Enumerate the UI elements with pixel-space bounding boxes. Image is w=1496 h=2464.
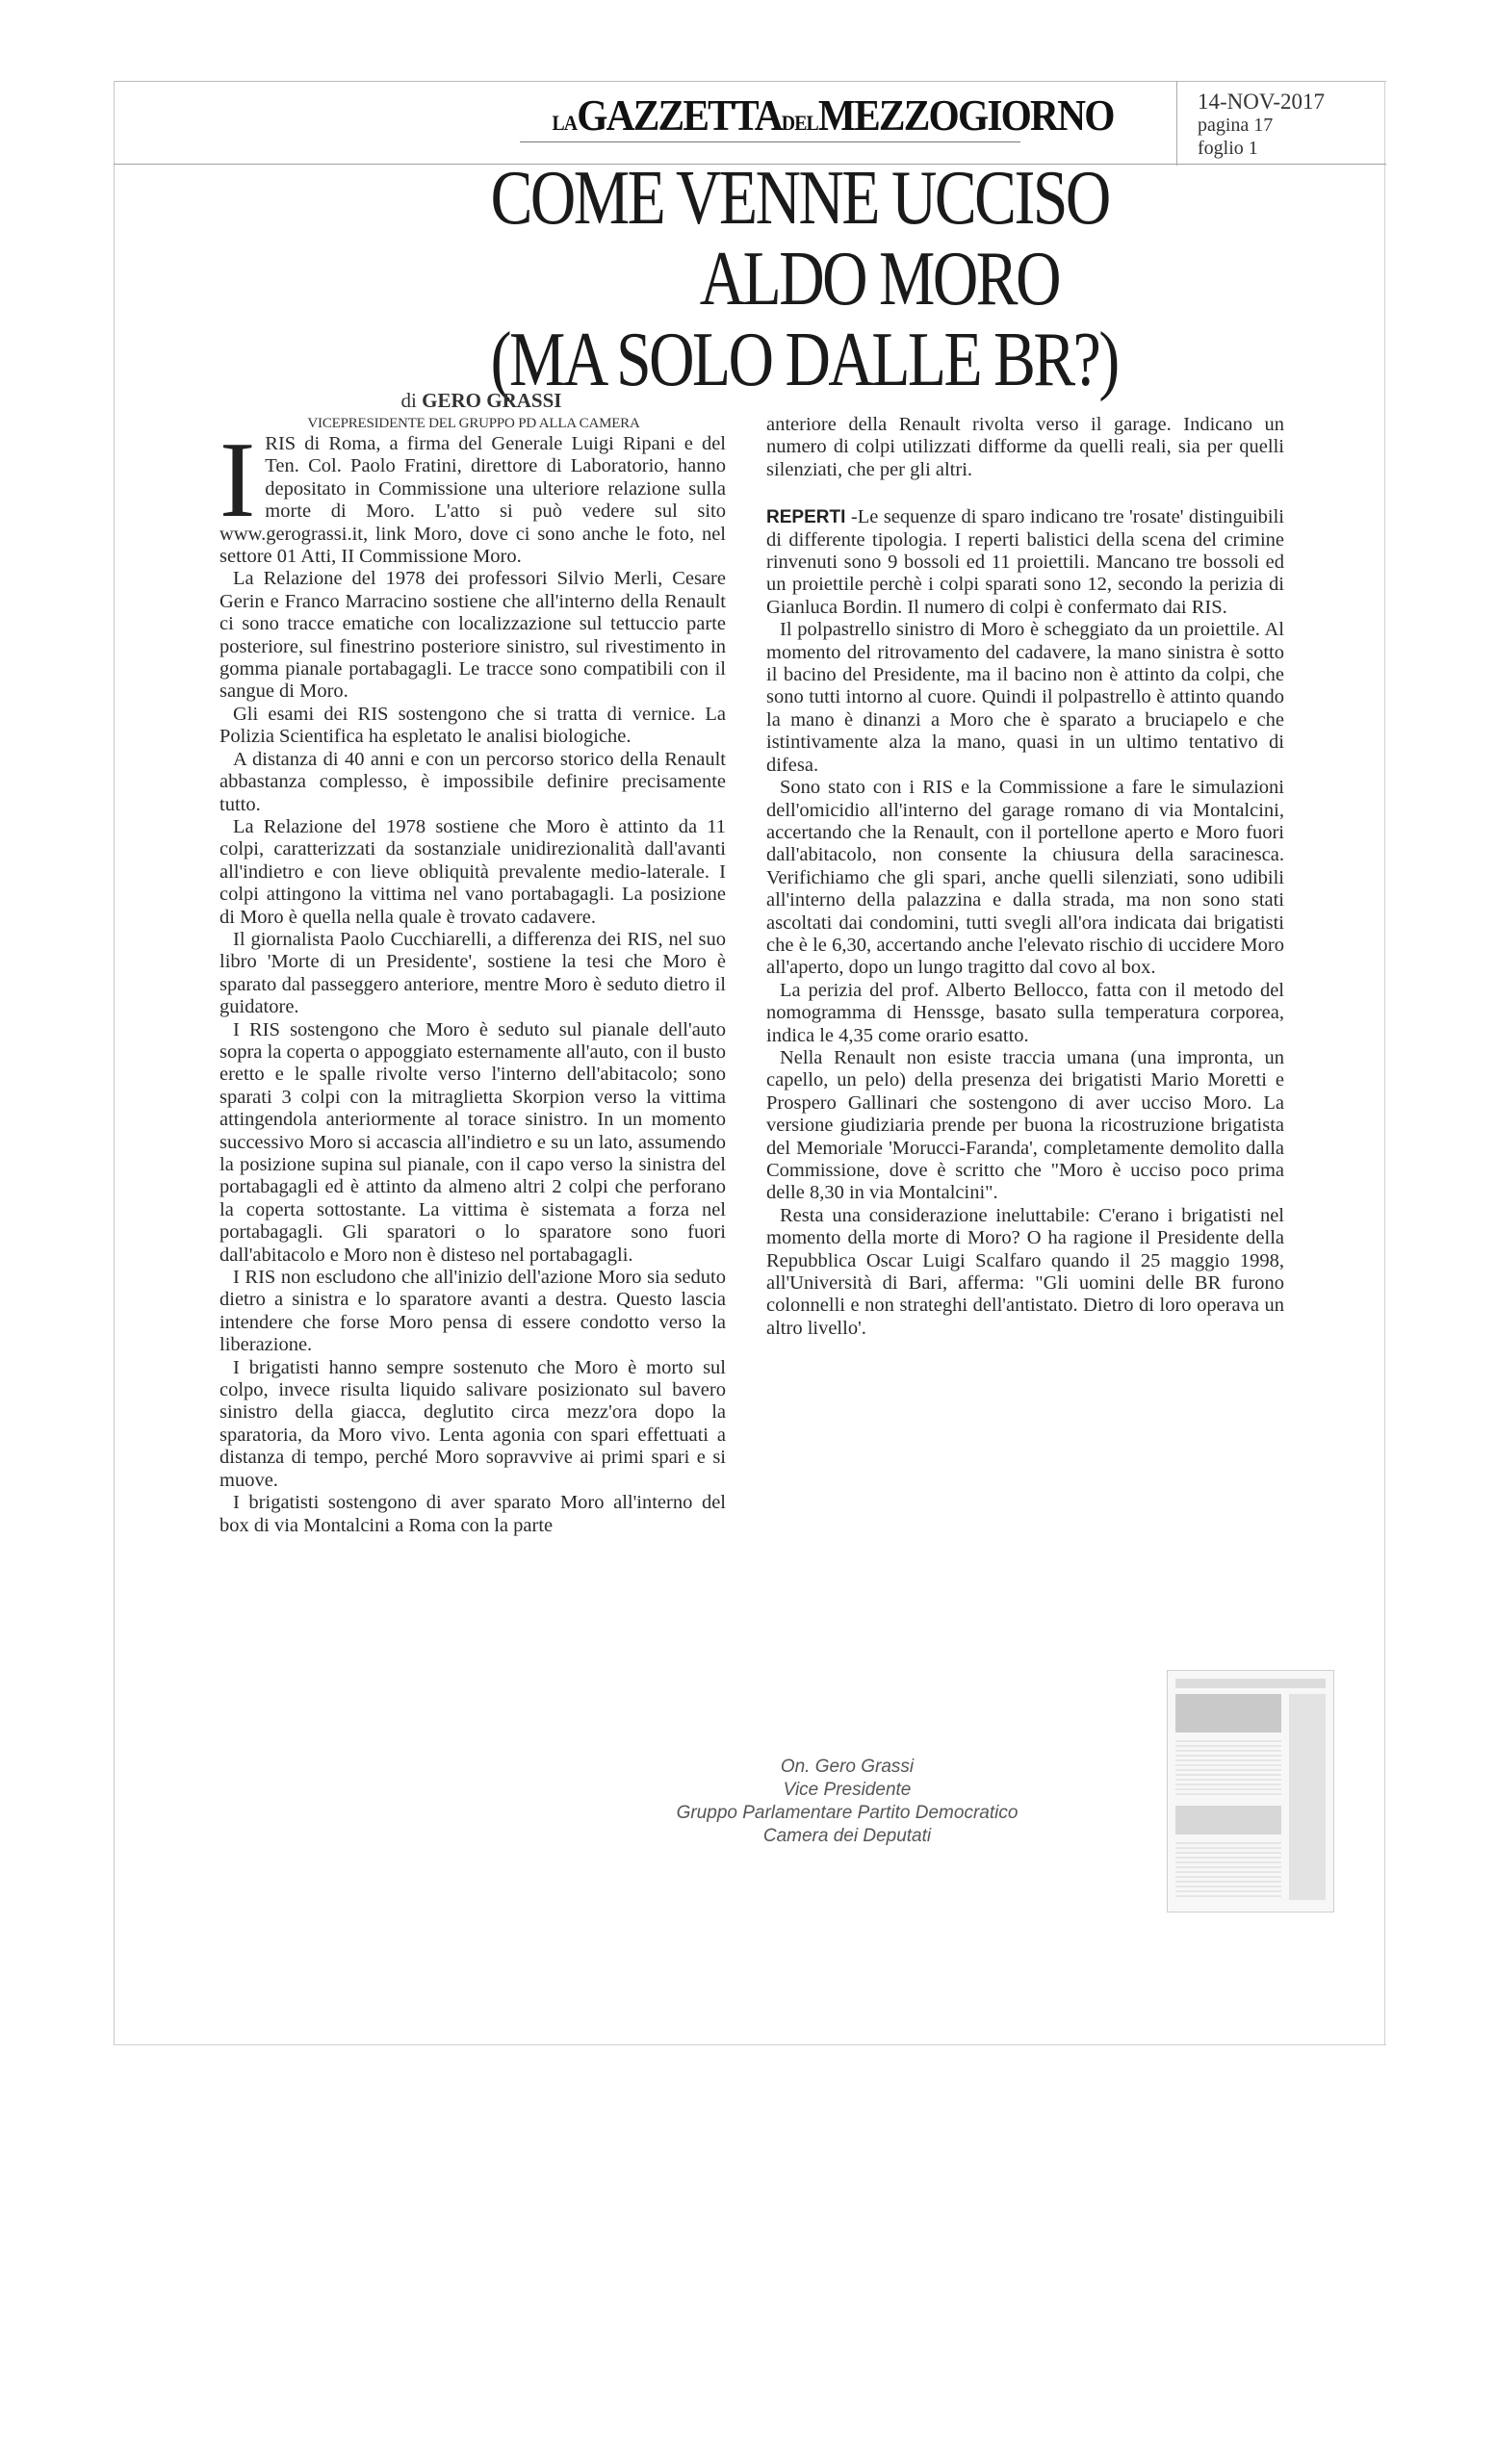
article-paragraph: I brigatisti hanno sempre sostenuto che Moro è morto sul colpo, invece risulta liquido salivare posizionato sul bavero sinistro della giacca, deglutito circa mezz'ora dopo la sparatoria, da Moro vivo. Lenta agonia con spari effettuati a distanza di tempo, perché Moro sopravvive ai primi spari e si muove. <box>219 1356 726 1491</box>
header-divider <box>1176 81 1177 166</box>
page-frame-bottom <box>114 2044 1386 2045</box>
headline-line-1: COME VENNE UCCISO <box>490 156 1109 241</box>
headline-line-2: ALDO MORO <box>699 237 1059 321</box>
section-label: REPERTI <box>766 507 846 528</box>
article-paragraph: anteriore della Renault rivolta verso il garage. Indicano un numero di colpi utilizzati difforme da quelli reali, sia per quelli silenziati, che per gli altri. <box>766 414 1284 480</box>
signature-title: Vice Presidente <box>783 1780 912 1800</box>
dropcap: I <box>219 421 256 540</box>
signature-group: Gruppo Parlamentare Partito Democratico <box>676 1803 1019 1823</box>
byline-prefix: di <box>400 389 417 412</box>
article-paragraph: La perizia del prof. Alberto Bellocco, fatta con il metodo del nomogramma di Henssge, basato sulla temperatura corporea, indica le 4,35 come orario esatto. <box>766 979 1284 1046</box>
page-frame-left <box>114 81 115 2044</box>
signature-name: On. Gero Grassi <box>780 1757 915 1777</box>
signature-chamber: Camera dei Deputati <box>762 1826 932 1846</box>
masthead-prefix: LA <box>552 111 578 135</box>
article-paragraph: I RIS non escludono che all'inizio dell'azione Moro sia seduto dietro a sinistra e lo sparatore avanti a destra. Questo lascia intendere che forse Moro pensa di essere condotto verso la liberazione. <box>219 1267 726 1356</box>
headline-line-3: (MA SOLO DALLE BR?) <box>490 318 1118 402</box>
clipping-date: 14-NOV-2017 <box>1198 90 1326 114</box>
page-frame-top <box>114 81 1386 82</box>
byline-role: VICEPRESIDENTE DEL GRUPPO PD ALLA CAMERA <box>307 416 640 431</box>
article-paragraph: Gli esami dei RIS sostengono che si tratta di vernice. La Polizia Scientifica ha espletato le analisi biologiche. <box>219 703 726 748</box>
article-paragraph: Il polpastrello sinistro di Moro è scheggiato da un proiettile. Al momento del ritrovamento del cadavere, la mano sinistra è sotto il bacino del Presidente, ma il bacino non è attinto da colpi, che sono tutti intorno al cuore. Quindi il polpastrello è attinto quando la mano è dinanzi a Moro che è sparato a bruciapelo e che istintivamente alza la mano, quasi in un ultimo tentativo di difesa. <box>766 619 1284 776</box>
article-paragraph: La Relazione del 1978 dei professori Silvio Merli, Cesare Gerin e Franco Marracino sostiene che all'interno della Renault ci sono tracce ematiche con localizzazione sul tettuccio parte posteriore, sul finestrino posteriore sinistro, sul rivestimento in gomma pianale portabagagli. Le tracce sono compatibili con il sangue di Moro. <box>219 568 726 703</box>
article-paragraph: Il giornalista Paolo Cucchiarelli, a differenza dei RIS, nel suo libro 'Morte di un Presidente', sostiene la tesi che Moro è sparato dal passeggero anteriore, mentre Moro è seduto dietro il guidatore. <box>219 928 726 1018</box>
article-paragraph: A distanza di 40 anni e con un percorso storico della Renault abbastanza complesso, è impossibile definire precisamente tutto. <box>219 748 726 815</box>
clipping-sheet: foglio 1 <box>1198 138 1258 159</box>
article-paragraph: Resta una considerazione ineluttabile: C'erano i brigatisti nel momento della morte di Moro? O ha ragione il Presidente della Repubblica Oscar Luigi Scalfaro quando il 25 maggio 1998, all'Università di Bari, afferma: "Gli uomini delle BR furono colonnelli e non strateghi dell'antistato. Dietro di loro operava un altro livello'. <box>766 1204 1284 1339</box>
article-paragraph: Sono stato con i RIS e la Commissione a fare le simulazioni dell'omicidio all'interno del garage romano di via Montalcini, accertando che la Renault, con il portellone aperto e Moro fuori dall'abitacolo, non consente la chiusura della saracinesca. Verifichiamo che gli spari, anche quelli silenziati, sono udibili all'interno della palazzina e dalla strada, ma non sono stati ascoltati dai condomini, tutti svegli all'ora indicata dai brigatisti che è le 6,30, accertando anche l'elevato rischio di uccidere Moro all'aperto, dopo un lungo tragitto dal covo al box. <box>766 777 1284 979</box>
article-column-right <box>766 414 1284 1340</box>
article-paragraph: Nella Renault non esiste traccia umana (una impronta, un capello, un pelo) della presenza dei brigatisti Mario Moretti e Prospero Gallinari che sostengono di aver ucciso Moro. La versione giudiziaria prende per buona la ricostruzione brigatista del Memoriale 'Morucci-Faranda', completamente demolito dalla Commissione, dove è scritto che "Moro è ucciso poco prima delle 8,30 in via Montalcini". <box>766 1046 1284 1204</box>
article-paragraph: I brigatisti sostengono di aver sparato Moro all'interno del box di via Montalcini a Roma con la parte <box>219 1492 726 1536</box>
clipping-page: pagina 17 <box>1198 115 1274 136</box>
masthead-name1: GAZZETTA <box>577 90 782 140</box>
masthead-mid: DEL <box>781 111 818 135</box>
article-paragraph: I RIS sostengono che Moro è seduto sul pianale dell'auto sopra la coperta o appoggiato esternamente all'auto, con il busto eretto e le spalle rivolte verso l'interno dell'abitacolo; sono sparati 3 colpi con la mitraglietta Skorpion verso la vittima attingendola anteriormente al torace sinistro. In un momento successivo Moro si accascia all'indietro e su un lato, assumendo la posizione supina sul pianale, con il capo verso la sinistra del portabagagli ed è attinto da almeno altri 2 colpi che perforano la coperta sottostante. La vittima è sistemata a forza nel portabagagli. Gli sparatori o lo sparatore sono fuori dall'abitacolo e Moro non è disteso nel portabagagli. <box>219 1018 726 1266</box>
article-paragraph: IRIS di Roma, a firma del Generale Luigi Ripani e del Ten. Col. Paolo Fratini, direttore di Laboratorio, hanno depositato in Commissione una ulteriore relazione sulla morte di Moro. L'atto si può vedere sul sito www.gerograssi.it, link Moro, dove ci sono anche le foto, nel settore 01 Atti, II Commissione Moro. <box>219 421 726 568</box>
clipping-meta <box>1198 90 1380 160</box>
page-thumbnail <box>1167 1670 1334 1912</box>
article-paragraph: REPERTI -Le sequenze di sparo indicano tre 'rosate' distinguibili di differente tipologia. I reperti balistici della scena del crimine rinvenuti sono 9 bossoli ed 11 proiettili. Mancano tre bossoli ed un proiettile perchè i colpi sparati sono 12, secondo la perizia di Gianluca Bordin. Il numero di colpi è confermato dai RIS. <box>766 506 1284 618</box>
byline-author: GERO GRASSI <box>422 389 562 412</box>
article-paragraph: La Relazione del 1978 sostiene che Moro è attinto da 11 colpi, caratterizzati da sostanziale unidirezionalità dall'avanti all'indietro e con lieve obliquità prevalente medio-laterale. I colpi attingono la vittima nel vano portabagagli. La posizione di Moro è quella nella quale è trovato cadavere. <box>219 815 726 928</box>
signature-block <box>626 1756 1069 1848</box>
article-byline <box>241 389 722 413</box>
masthead-name2: MEZZOGIORNO <box>817 90 1114 140</box>
page-frame-right <box>1384 81 1385 2044</box>
newspaper-masthead <box>552 89 1114 142</box>
